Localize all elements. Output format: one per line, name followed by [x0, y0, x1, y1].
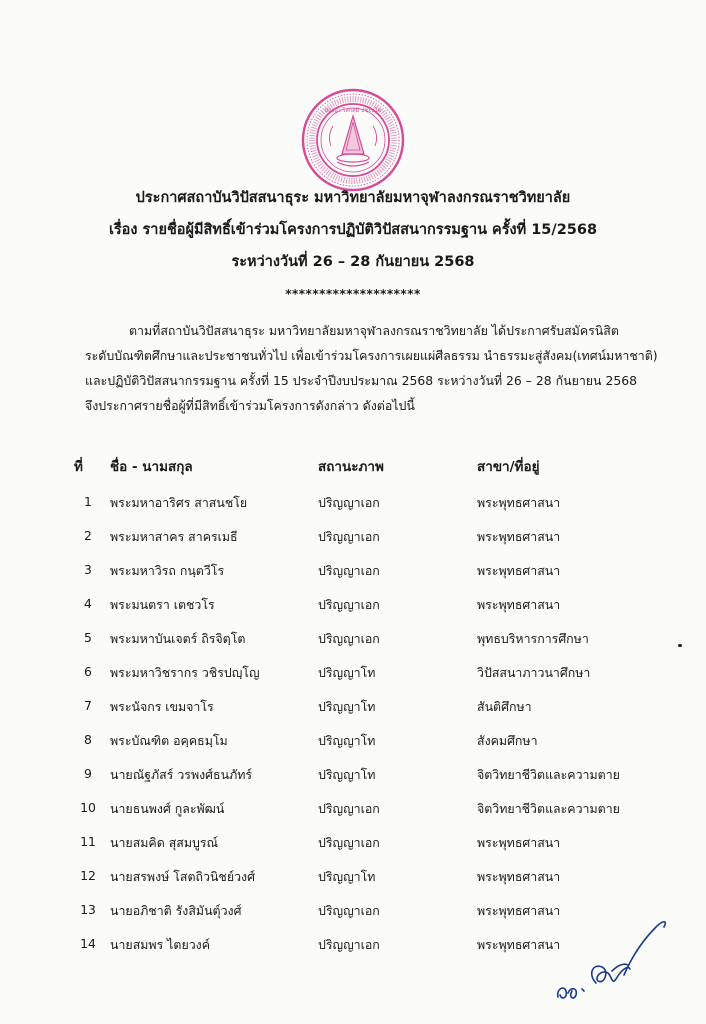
handwritten-signature-icon [552, 905, 672, 1015]
row-no: 4 [84, 596, 92, 611]
row-no: 14 [80, 936, 96, 951]
row-status: ปริญญาเอก [318, 495, 380, 510]
row-branch: พระพุทธศาสนา [477, 903, 561, 918]
announcement-body [85, 318, 658, 418]
table-row [0, 868, 706, 890]
row-name: นายสมคิด สุสมบูรณ์ [110, 835, 219, 850]
row-name: พระบัณฑิต อคฺคธมฺโม [110, 733, 228, 748]
row-branch: พระพุทธศาสนา [477, 869, 561, 884]
row-status: ปริญญาโท [318, 733, 376, 748]
row-name: พระมนตรา เตชวโร [110, 597, 215, 612]
row-status: ปริญญาเอก [318, 937, 380, 952]
row-name: พระมหาอาริศร สาสนชโย [110, 495, 248, 510]
table-row [0, 630, 706, 652]
row-status: ปริญญาเอก [318, 529, 380, 544]
row-status: ปริญญาโท [318, 699, 376, 714]
row-branch: วิปัสสนาภาวนาศึกษา [477, 665, 591, 680]
row-branch: จิตวิทยาชีวิตและความตาย [477, 767, 620, 782]
row-branch: พระพุทธศาสนา [477, 563, 561, 578]
row-branch: พระพุทธศาสนา [477, 835, 561, 850]
table-row [0, 596, 706, 618]
body-line-1: ตามที่สถาบันวิปัสสนาธุระ มหาวิทยาลัยมหาจุฬาลงกรณราชวิทยาลัย ได้ประกาศรับสมัครนิสิต [129, 323, 619, 338]
row-name: พระมหาสาคร สาครเมธี [110, 529, 238, 544]
table-row [0, 562, 706, 584]
separator-line: ******************** [285, 287, 421, 301]
table-row [0, 834, 706, 856]
table-row [0, 528, 706, 550]
row-name: นายสมพร ไตยวงค์ [110, 937, 211, 952]
row-name: นายณัฐภัสร์ วรพงศ์ธนภัทร์ [110, 767, 253, 782]
row-status: ปริญญาโท [318, 767, 376, 782]
row-name: นายอภิชาติ รังสิมันตุ์วงศ์ [110, 903, 242, 918]
announcement-title: ประกาศสถาบันวิปัสสนาธุระ มหาวิทยาลัยมหาจุฬาลงกรณราชวิทยาลัย [135, 190, 571, 206]
header-no: ที่ [74, 459, 83, 475]
row-branch: สันติศึกษา [477, 699, 532, 714]
row-branch: พระพุทธศาสนา [477, 937, 561, 952]
header-name: ชื่อ - นามสกุล [110, 459, 193, 475]
row-branch: พระพุทธศาสนา [477, 597, 561, 612]
body-line-4: จึงประกาศรายชื่อผู้ที่มีสิทธิ์เข้าร่วมโครงการดังกล่าว ดังต่อไปนี้ [85, 398, 415, 413]
table-row [0, 732, 706, 754]
ink-dot [678, 644, 682, 647]
row-branch: พระพุทธศาสนา [477, 529, 561, 544]
row-status: ปริญญาเอก [318, 631, 380, 646]
row-name: พระมหาวิชรากร วชิรปญฺโญ [110, 665, 260, 680]
announcement-dates: ระหว่างวันที่ 26 – 28 กันยายน 2568 [231, 254, 475, 270]
announcement-subject: เรื่อง รายชื่อผู้มีสิทธิ์เข้าร่วมโครงการปฏิบัติวิปัสสนากรรมฐาน ครั้งที่ 15/2568 [108, 222, 598, 238]
row-branch: พุทธบริหารการศึกษา [477, 631, 589, 646]
row-status: ปริญญาโท [318, 665, 376, 680]
body-line-2: ระดับบัณฑิตศึกษาและประชาชนทั่วไป เพื่อเข้าร่วมโครงการเผยแผ่ศีลธรรม นำธรรมะสู่สังคม(เทศน์มหาชาติ) [85, 348, 658, 363]
row-branch: สังคมศึกษา [477, 733, 538, 748]
document-header [0, 182, 706, 278]
row-no: 8 [84, 732, 92, 747]
row-branch: พระพุทธศาสนา [477, 495, 561, 510]
row-no: 13 [80, 902, 96, 917]
table-row [0, 494, 706, 516]
row-no: 9 [84, 766, 92, 781]
row-status: ปริญญาเอก [318, 801, 380, 816]
row-status: ปริญญาเอก [318, 563, 380, 578]
row-no: 3 [84, 562, 92, 577]
table-row [0, 664, 706, 686]
row-status: ปริญญาเอก [318, 835, 380, 850]
body-line-3: และปฏิบัติวิปัสสนากรรมฐาน ครั้งที่ 15 ประจำปีงบประมาณ 2568 ระหว่างวันที่ 26 – 28 กันยายน 2568 [85, 373, 637, 388]
row-no: 6 [84, 664, 92, 679]
row-status: ปริญญาโท [318, 869, 376, 884]
row-no: 7 [84, 698, 92, 713]
row-no: 5 [84, 630, 92, 645]
table-row [0, 766, 706, 788]
table-row [0, 698, 706, 720]
header-status: สถานะภาพ [318, 459, 384, 475]
row-name: พระนัจกร เขมจาโร [110, 699, 214, 714]
header-branch: สาขา/ที่อยู่ [477, 459, 540, 475]
row-branch: จิตวิทยาชีวิตและความตาย [477, 801, 620, 816]
row-no: 11 [80, 834, 96, 849]
table-row [0, 800, 706, 822]
institution-seal-icon [301, 88, 405, 192]
row-status: ปริญญาเอก [318, 903, 380, 918]
row-name: พระมหาวิรถ กนฺตวีโร [110, 563, 225, 578]
svg-text:ปญฺญา โลกสฺมึ ปชฺโชโต: ปญฺญา โลกสฺมึ ปชฺโชโต [324, 108, 382, 114]
row-no: 10 [80, 800, 96, 815]
row-no: 1 [84, 494, 92, 509]
row-no: 12 [80, 868, 96, 883]
row-name: นายธนพงศ์ กูละพัฒน์ [110, 801, 225, 816]
row-no: 2 [84, 528, 92, 543]
row-name: นายสรพงษ์ โสตถิวนิชย์วงศ์ [110, 869, 255, 884]
row-name: พระมหาบันเจตร์ ถิรจิตฺโต [110, 631, 246, 646]
row-status: ปริญญาเอก [318, 597, 380, 612]
